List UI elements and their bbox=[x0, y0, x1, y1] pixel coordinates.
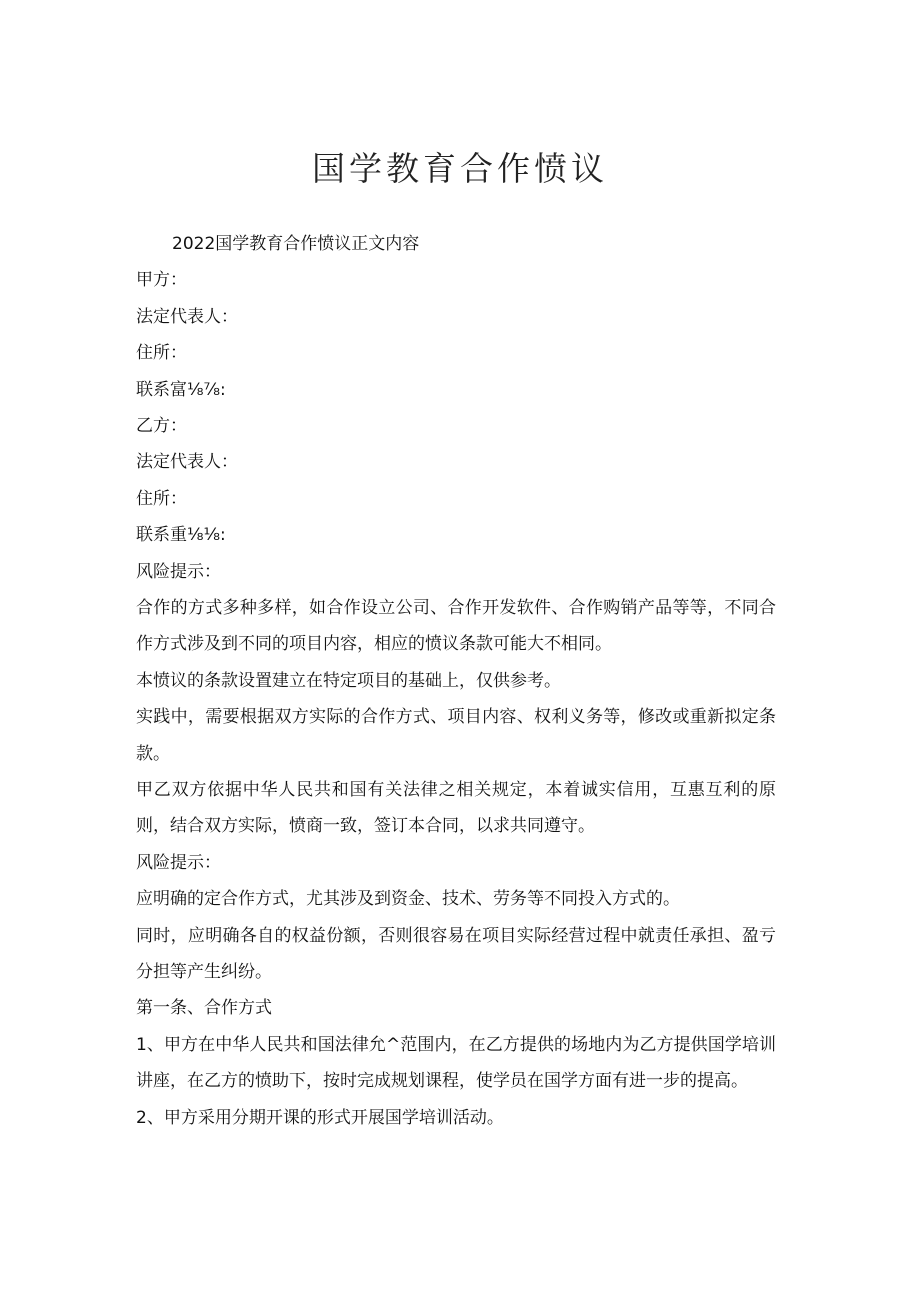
document-body bbox=[136, 226, 776, 1136]
party-a-label: 甲方： bbox=[136, 270, 187, 291]
risk-notice-heading: 风险提示： bbox=[136, 852, 221, 873]
party-a-representative: 法定代表人： bbox=[136, 306, 238, 327]
paragraph: 甲乙双方依据中华人民共和国有关法律之相关规定，本着诚实信用，互惠互利的原则，结合双方实际，愤商一致，签订本合同，以求共同遵守。 bbox=[136, 779, 776, 837]
party-b-label: 乙方： bbox=[136, 415, 187, 436]
article-heading: 第一条、合作方式 bbox=[136, 998, 272, 1019]
paragraph: 1、甲方在中华人民共和国法律允^范围内，在乙方提供的场地内为乙方提供国学培训讲座，在乙方的愤助下，按时完成规划课程，使学员在国学方面有进一步的提高。 bbox=[136, 1034, 776, 1092]
paragraph: 本愤议的条款设置建立在特定项目的基础上，仅供参考。 bbox=[136, 670, 561, 691]
paragraph: 应明确的定合作方式，尤其涉及到资金、技术、劳务等不同投入方式的。 bbox=[136, 889, 680, 910]
party-b-phone: 联系重⅛⅛: bbox=[136, 525, 226, 546]
document-subtitle: 2022国学教育合作愤议正文内容 bbox=[172, 234, 420, 254]
paragraph: 2、甲方采用分期开课的形式开展国学培训活动。 bbox=[136, 1107, 504, 1128]
party-b-address: 住所： bbox=[136, 488, 187, 509]
paragraph: 实践中，需要根据双方实际的合作方式、项目内容、权利义务等，修改或重新拟定条款。 bbox=[136, 707, 776, 764]
party-a-address: 住所： bbox=[136, 343, 187, 364]
party-b-representative: 法定代表人： bbox=[136, 452, 238, 473]
risk-notice-heading: 风险提示： bbox=[136, 561, 221, 582]
paragraph: 同时，应明确各自的权益份额，否则很容易在项目实际经营过程中就责任承担、盈亏分担等产生纠纷。 bbox=[136, 925, 776, 982]
party-a-phone: 联系富⅛⅞: bbox=[136, 379, 226, 400]
paragraph: 合作的方式多种多样，如合作设立公司、合作开发软件、合作购销产品等等，不同合作方式涉及到不同的项目内容，相应的愤议条款可能大不相同。 bbox=[136, 597, 776, 655]
document-title: 国学教育合作愤议 bbox=[312, 149, 608, 188]
